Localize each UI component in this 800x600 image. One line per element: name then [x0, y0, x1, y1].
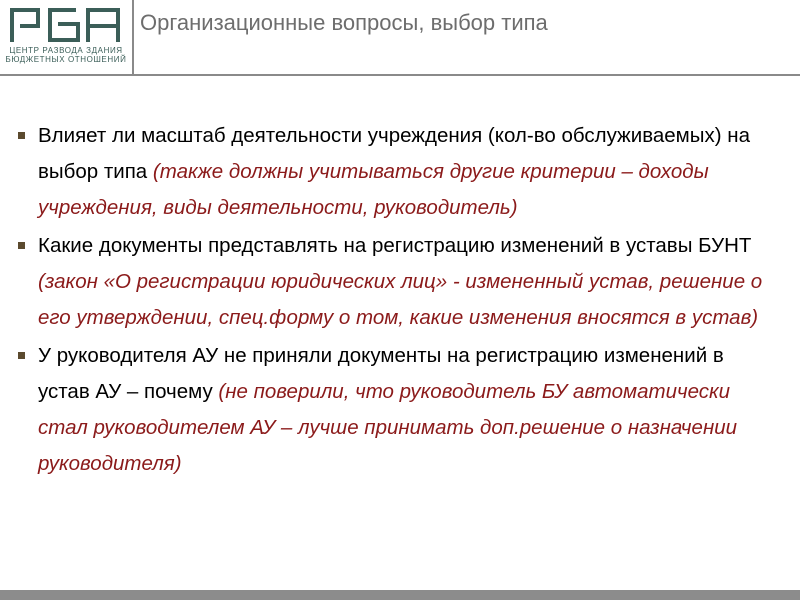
logo-caption [4, 46, 128, 64]
logo-caption-line2: БЮДЖЕТНЫХ ОТНОШЕНИЙ [5, 55, 127, 64]
bullet-note-text: (также должны учитываться другие критерии – доходы учреждения, виды деятельности, руководитель) [38, 160, 709, 219]
list-item [18, 228, 778, 336]
slide-header [0, 0, 800, 80]
list-item [18, 338, 778, 482]
bullet-text [38, 118, 778, 226]
bullet-list [18, 118, 778, 484]
square-bullet-icon [18, 242, 25, 249]
bullet-note-text: (не поверили, что руководитель БУ автоматически стал руководителем АУ – лучше принимать доп.решение о назначении руководителя) [38, 380, 738, 475]
bullet-main-text: Какие документы представлять на регистрацию изменений в уставы БУНТ [38, 234, 752, 257]
footer-bar [0, 590, 800, 600]
bullet-main-text: У руководителя АУ не приняли документы на регистрацию изменений в устав АУ – почему [38, 344, 724, 403]
header-vertical-divider [132, 0, 134, 76]
list-item [18, 118, 778, 226]
square-bullet-icon [18, 132, 25, 139]
header-horizontal-divider [0, 74, 800, 76]
logo-mark-icon [8, 6, 124, 44]
square-bullet-icon [18, 352, 25, 359]
bullet-text [38, 338, 778, 482]
bullet-main-text: Влияет ли масштаб деятельности учреждения (кол-во обслуживаемых) на выбор типа [38, 124, 751, 183]
bullet-text [38, 228, 778, 336]
bullet-note-text: (закон «О регистрации юридических лиц» - измененный устав, решение о его утверждении, спец.форму о том, какие изменения вносятся в устав) [38, 270, 763, 329]
logo [0, 0, 132, 74]
slide-title: Организационные вопросы, выбор типа [140, 10, 548, 35]
logo-caption-line1: ЦЕНТР РАЗВОДА ЗДАНИЯ [9, 46, 123, 55]
